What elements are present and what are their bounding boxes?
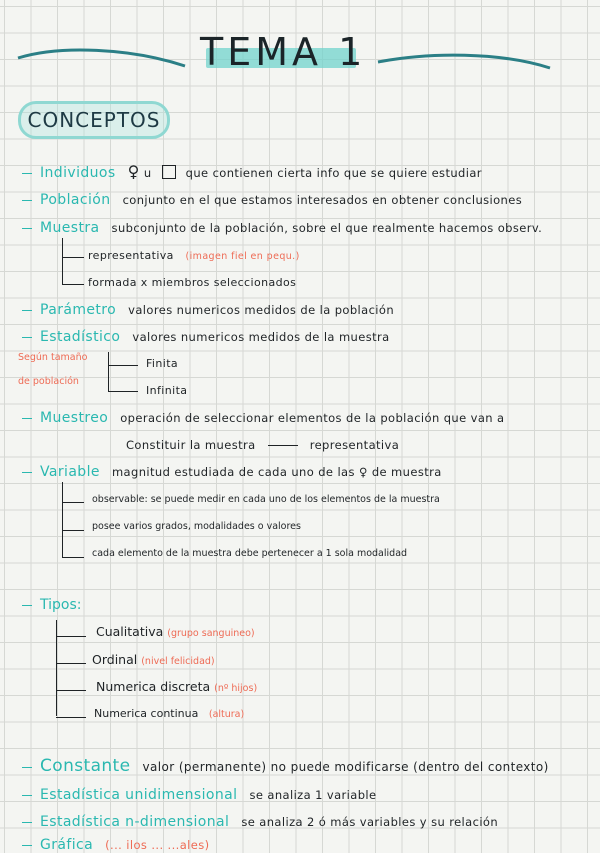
tipo-note: (nivel felicidad) — [141, 656, 215, 667]
poblacion-text: conjunto en el que estamos interesados en obtener conclusiones — [122, 193, 523, 207]
term-grafica: Gráfica — [40, 837, 94, 853]
n-dimensional-text: se analiza 2 ó más variables y su relación — [241, 815, 499, 829]
tipo-note: (grupo sanguineo) — [167, 628, 255, 639]
muestreo-text-1: operación de seleccionar elementos de la población que van a — [120, 411, 505, 425]
item-muestreo — [22, 411, 504, 425]
tipos-arm-2 — [56, 663, 86, 664]
individuos-pre: u — [143, 166, 152, 180]
muestreo-text-2b: representativa — [309, 438, 400, 452]
tipos-arm-4 — [56, 717, 86, 718]
segun-bracket — [108, 352, 109, 392]
muestreo-line-2 — [126, 438, 399, 452]
bullet-dash — [22, 418, 32, 419]
term-muestreo: Muestreo — [40, 410, 109, 426]
muestreo-gap — [268, 445, 298, 446]
tipo-name: Numerica continua — [94, 707, 199, 720]
item-unidimensional — [22, 788, 376, 802]
term-poblacion: Población — [40, 192, 111, 208]
segun-finita: Finita — [146, 357, 179, 370]
section-pill — [18, 101, 170, 139]
variable-b2: posee varios grados, modalidades o valores — [92, 521, 301, 532]
term-estadistico: Estadístico — [40, 329, 121, 345]
tipo-name: Numerica discreta — [96, 679, 211, 694]
tipos-arm-1 — [56, 636, 86, 637]
item-parametro — [22, 303, 394, 317]
bullet-dash — [22, 795, 32, 796]
muestra-arm-2 — [62, 284, 84, 285]
tipos-label: Tipos: — [40, 597, 82, 613]
item-estadistico — [22, 330, 390, 344]
segun-label-1: Según tamaño — [18, 352, 88, 363]
muestreo-text-2a: Constituir la muestra — [126, 438, 256, 452]
term-individuos: Individuos — [40, 165, 116, 181]
page-title: TEMA 1 — [200, 30, 367, 74]
item-muestra — [22, 221, 542, 235]
item-individuos — [22, 162, 482, 181]
variable-b1: observable: se puede medir en cada uno de los elementos de la muestra — [92, 494, 440, 505]
item-variable — [22, 465, 442, 479]
term-muestra: Muestra — [40, 220, 100, 236]
bullet-dash — [22, 173, 32, 174]
muestra-arm-1 — [62, 257, 84, 258]
tipo-note: (nº hijos) — [214, 683, 258, 694]
tipo-item — [94, 707, 244, 720]
muestra-sub-2 — [88, 276, 296, 290]
section-title: CONCEPTOS — [27, 108, 161, 132]
tipo-name: Ordinal — [92, 652, 138, 667]
term-variable: Variable — [40, 464, 100, 480]
item-n-dimensional — [22, 815, 498, 829]
muestra-text: subconjunto de la población, sobre el que realmente hacemos observ. — [111, 221, 543, 235]
variable-text: magnitud estudiada de cada uno de las ♀ de muestra — [111, 465, 442, 479]
segun-infinita: Infinita — [146, 384, 188, 397]
bullet-dash — [22, 337, 32, 338]
bullet-dash — [22, 472, 32, 473]
muestra-bracket — [62, 238, 63, 284]
bullet-dash — [22, 822, 32, 823]
tipo-item — [92, 652, 215, 667]
bullet-dash — [22, 310, 32, 311]
term-n-dimensional: Estadística n-dimensional — [40, 814, 230, 830]
muestra-sub1-note: (imagen fiel en pequ.) — [185, 251, 300, 262]
bullet-dash — [22, 767, 32, 768]
term-parametro: Parámetro — [40, 302, 117, 318]
individuos-text: que contienen cierta info que se quiere estudiar — [185, 166, 482, 180]
segun-label-2: de población — [18, 376, 79, 387]
variable-b3: cada elemento de la muestra debe pertenecer a 1 sola modalidad — [92, 548, 408, 559]
unidimensional-text: se analiza 1 variable — [249, 788, 377, 802]
muestra-sub-1 — [88, 249, 300, 264]
tipos-arm-3 — [56, 690, 86, 691]
estadistico-text: valores numericos medidos de la muestra — [132, 330, 390, 344]
muestra-sub1-text: representativa — [88, 249, 174, 262]
bullet-dash — [22, 228, 32, 229]
tipo-item — [96, 679, 257, 694]
bullet-dash — [22, 605, 32, 606]
bullet-dash — [22, 200, 32, 201]
item-constante — [22, 756, 549, 776]
variable-arm-1 — [62, 502, 84, 503]
grafica-text: (... ilos ... ...ales) — [105, 838, 210, 852]
term-constante: Constante — [40, 756, 131, 776]
variable-bracket — [62, 482, 63, 558]
item-poblacion — [22, 193, 522, 207]
bullet-dash — [22, 845, 32, 846]
term-unidimensional: Estadística unidimensional — [40, 787, 238, 803]
segun-arm-2 — [108, 391, 138, 392]
cube-icon — [162, 165, 176, 179]
tipo-item — [96, 624, 255, 639]
item-grafica — [22, 838, 210, 852]
person-icon: ♀ — [127, 162, 140, 181]
segun-arm-1 — [108, 365, 138, 366]
tipos-bracket — [56, 620, 57, 716]
tipo-note: (altura) — [208, 709, 245, 720]
parametro-text: valores numericos medidos de la población — [128, 303, 395, 317]
constante-text: valor (permanente) no puede modificarse (dentro del contexto) — [142, 760, 549, 774]
tipo-name: Cualitativa — [96, 624, 164, 639]
tipos-label-wrap — [22, 597, 81, 613]
variable-arm-2 — [62, 530, 84, 531]
variable-arm-3 — [62, 557, 84, 558]
muestra-sub2-text: formada x miembros seleccionados — [88, 276, 297, 289]
